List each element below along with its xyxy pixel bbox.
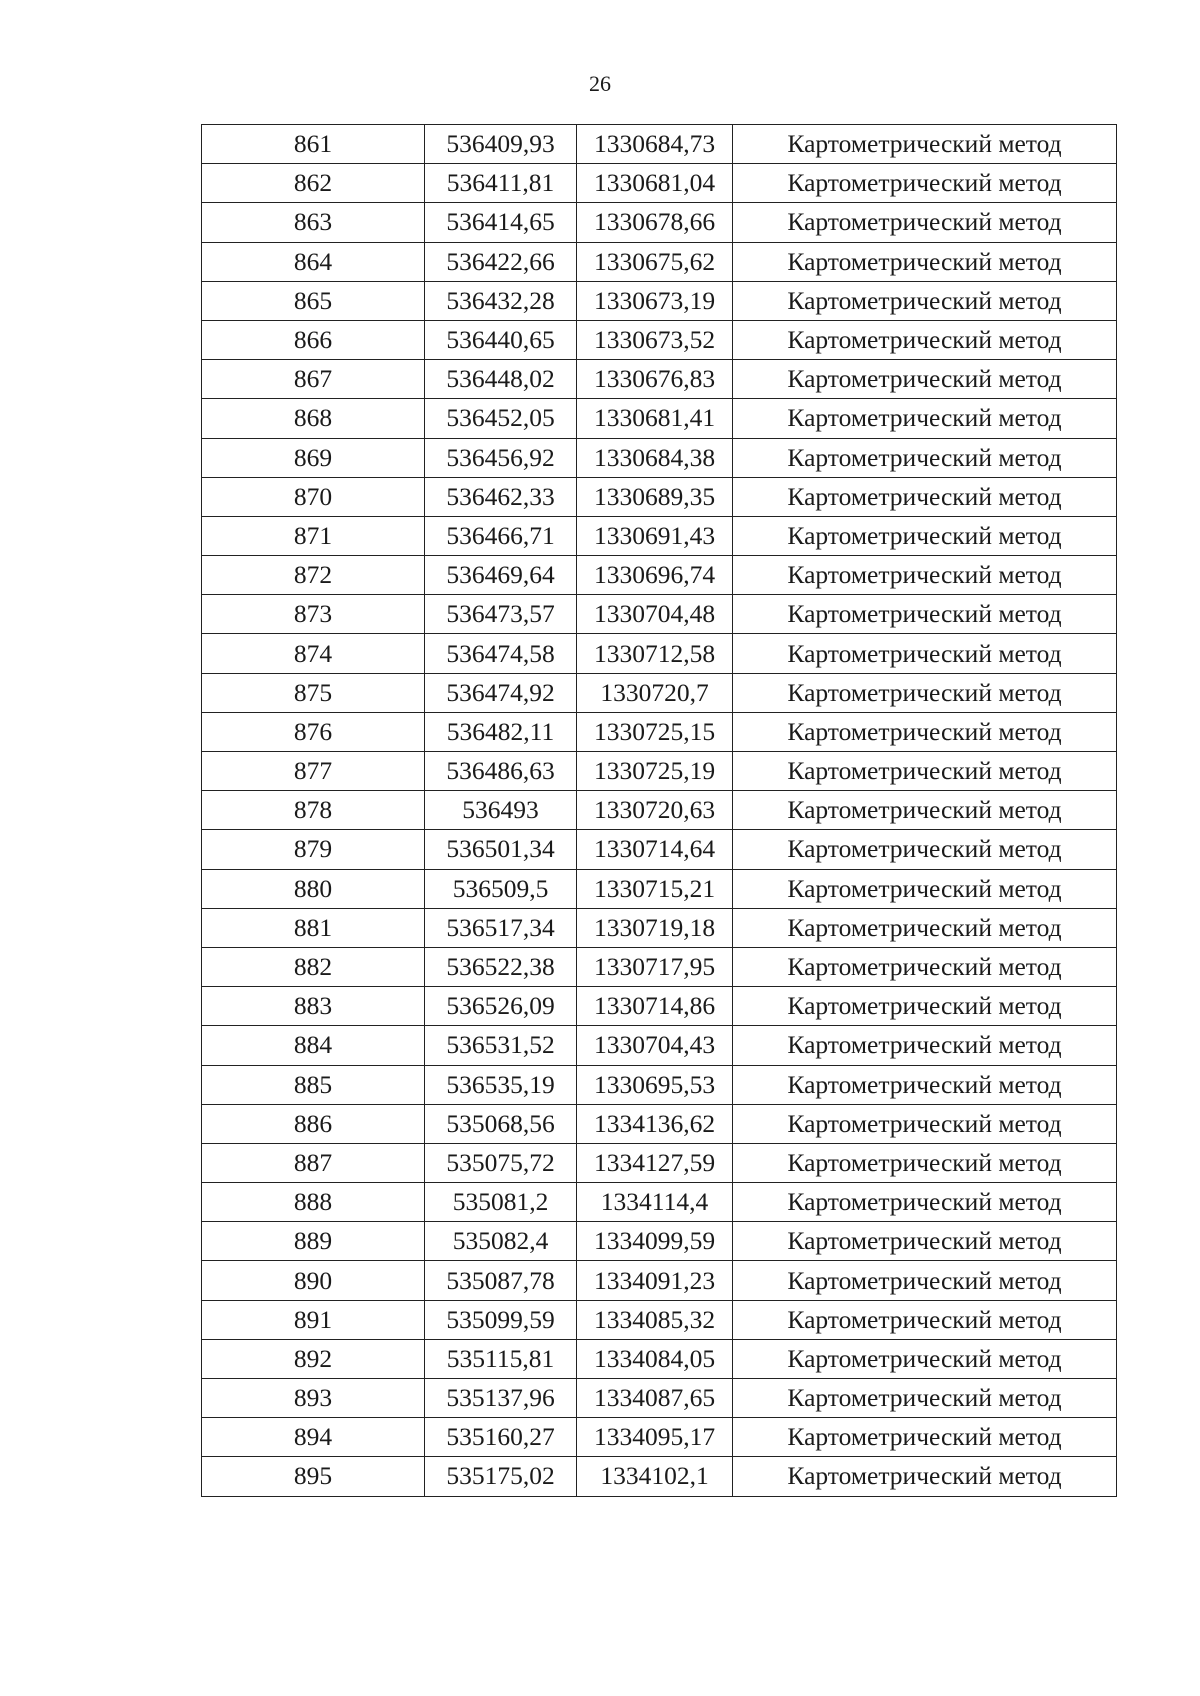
table-row (202, 1379, 1117, 1418)
table-row (202, 1418, 1117, 1457)
method-cell: Картометрический метод (733, 634, 1117, 673)
table-row (202, 1026, 1117, 1065)
table-row (202, 281, 1117, 320)
point-number-cell: 871 (202, 516, 425, 555)
method-cell: Картометрический метод (733, 1104, 1117, 1143)
table-row (202, 634, 1117, 673)
y-coordinate-cell: 1330684,73 (577, 125, 733, 164)
x-coordinate-cell: 536409,93 (425, 125, 577, 164)
point-number-cell: 880 (202, 869, 425, 908)
table-row (202, 1065, 1117, 1104)
x-coordinate-cell: 535068,56 (425, 1104, 577, 1143)
method-cell: Картометрический метод (733, 1457, 1117, 1496)
table-row (202, 320, 1117, 359)
point-number-cell: 881 (202, 908, 425, 947)
x-coordinate-cell: 536462,33 (425, 477, 577, 516)
point-number-cell: 882 (202, 947, 425, 986)
table-row (202, 752, 1117, 791)
method-cell: Картометрический метод (733, 673, 1117, 712)
table-row (202, 595, 1117, 634)
x-coordinate-cell: 535115,81 (425, 1339, 577, 1378)
table-row (202, 360, 1117, 399)
y-coordinate-cell: 1330696,74 (577, 556, 733, 595)
x-coordinate-cell: 536469,64 (425, 556, 577, 595)
method-cell: Картометрический метод (733, 438, 1117, 477)
table-row (202, 242, 1117, 281)
point-number-cell: 890 (202, 1261, 425, 1300)
method-cell: Картометрический метод (733, 477, 1117, 516)
point-number-cell: 875 (202, 673, 425, 712)
method-cell: Картометрический метод (733, 164, 1117, 203)
x-coordinate-cell: 535175,02 (425, 1457, 577, 1496)
point-number-cell: 867 (202, 360, 425, 399)
y-coordinate-cell: 1330725,15 (577, 712, 733, 751)
point-number-cell: 884 (202, 1026, 425, 1065)
x-coordinate-cell: 535099,59 (425, 1300, 577, 1339)
table-row (202, 947, 1117, 986)
method-cell: Картометрический метод (733, 203, 1117, 242)
x-coordinate-cell: 536526,09 (425, 987, 577, 1026)
point-number-cell: 879 (202, 830, 425, 869)
method-cell: Картометрический метод (733, 556, 1117, 595)
x-coordinate-cell: 536411,81 (425, 164, 577, 203)
y-coordinate-cell: 1334136,62 (577, 1104, 733, 1143)
table-row (202, 1457, 1117, 1496)
method-cell: Картометрический метод (733, 830, 1117, 869)
x-coordinate-cell: 536422,66 (425, 242, 577, 281)
table-row (202, 516, 1117, 555)
x-coordinate-cell: 536452,05 (425, 399, 577, 438)
point-number-cell: 868 (202, 399, 425, 438)
y-coordinate-cell: 1334091,23 (577, 1261, 733, 1300)
point-number-cell: 889 (202, 1222, 425, 1261)
y-coordinate-cell: 1334127,59 (577, 1143, 733, 1182)
method-cell: Картометрический метод (733, 1418, 1117, 1457)
point-number-cell: 877 (202, 752, 425, 791)
point-number-cell: 876 (202, 712, 425, 751)
x-coordinate-cell: 535081,2 (425, 1183, 577, 1222)
y-coordinate-cell: 1330691,43 (577, 516, 733, 555)
y-coordinate-cell: 1330717,95 (577, 947, 733, 986)
method-cell: Картометрический метод (733, 360, 1117, 399)
y-coordinate-cell: 1330675,62 (577, 242, 733, 281)
x-coordinate-cell: 536501,34 (425, 830, 577, 869)
y-coordinate-cell: 1334084,05 (577, 1339, 733, 1378)
method-cell: Картометрический метод (733, 1065, 1117, 1104)
table-row (202, 125, 1117, 164)
method-cell: Картометрический метод (733, 1143, 1117, 1182)
method-cell: Картометрический метод (733, 516, 1117, 555)
x-coordinate-cell: 535075,72 (425, 1143, 577, 1182)
method-cell: Картометрический метод (733, 1261, 1117, 1300)
method-cell: Картометрический метод (733, 125, 1117, 164)
y-coordinate-cell: 1330720,63 (577, 791, 733, 830)
table-row (202, 1261, 1117, 1300)
y-coordinate-cell: 1334102,1 (577, 1457, 733, 1496)
point-number-cell: 863 (202, 203, 425, 242)
x-coordinate-cell: 536509,5 (425, 869, 577, 908)
y-coordinate-cell: 1330681,41 (577, 399, 733, 438)
x-coordinate-cell: 536448,02 (425, 360, 577, 399)
y-coordinate-cell: 1330714,64 (577, 830, 733, 869)
table-row (202, 556, 1117, 595)
y-coordinate-cell: 1330681,04 (577, 164, 733, 203)
table-row (202, 1143, 1117, 1182)
point-number-cell: 885 (202, 1065, 425, 1104)
x-coordinate-cell: 536493 (425, 791, 577, 830)
point-number-cell: 869 (202, 438, 425, 477)
point-number-cell: 886 (202, 1104, 425, 1143)
y-coordinate-cell: 1334099,59 (577, 1222, 733, 1261)
method-cell: Картометрический метод (733, 1026, 1117, 1065)
x-coordinate-cell: 535137,96 (425, 1379, 577, 1418)
x-coordinate-cell: 535160,27 (425, 1418, 577, 1457)
method-cell: Картометрический метод (733, 869, 1117, 908)
x-coordinate-cell: 536517,34 (425, 908, 577, 947)
y-coordinate-cell: 1334114,4 (577, 1183, 733, 1222)
y-coordinate-cell: 1330678,66 (577, 203, 733, 242)
x-coordinate-cell: 536531,52 (425, 1026, 577, 1065)
method-cell: Картометрический метод (733, 908, 1117, 947)
x-coordinate-cell: 536473,57 (425, 595, 577, 634)
table-row (202, 1104, 1117, 1143)
method-cell: Картометрический метод (733, 242, 1117, 281)
x-coordinate-cell: 536474,92 (425, 673, 577, 712)
x-coordinate-cell: 535082,4 (425, 1222, 577, 1261)
y-coordinate-cell: 1330712,58 (577, 634, 733, 673)
table-row (202, 399, 1117, 438)
point-number-cell: 865 (202, 281, 425, 320)
point-number-cell: 891 (202, 1300, 425, 1339)
method-cell: Картометрический метод (733, 752, 1117, 791)
table-row (202, 1300, 1117, 1339)
x-coordinate-cell: 536432,28 (425, 281, 577, 320)
y-coordinate-cell: 1330714,86 (577, 987, 733, 1026)
point-number-cell: 892 (202, 1339, 425, 1378)
x-coordinate-cell: 536456,92 (425, 438, 577, 477)
y-coordinate-cell: 1334087,65 (577, 1379, 733, 1418)
method-cell: Картометрический метод (733, 1300, 1117, 1339)
point-number-cell: 873 (202, 595, 425, 634)
table-row (202, 869, 1117, 908)
table-row (202, 791, 1117, 830)
method-cell: Картометрический метод (733, 947, 1117, 986)
point-number-cell: 874 (202, 634, 425, 673)
x-coordinate-cell: 536486,63 (425, 752, 577, 791)
method-cell: Картометрический метод (733, 320, 1117, 359)
y-coordinate-cell: 1330719,18 (577, 908, 733, 947)
point-number-cell: 872 (202, 556, 425, 595)
point-number-cell: 893 (202, 1379, 425, 1418)
table-row (202, 203, 1117, 242)
table-row (202, 1183, 1117, 1222)
x-coordinate-cell: 535087,78 (425, 1261, 577, 1300)
point-number-cell: 864 (202, 242, 425, 281)
method-cell: Картометрический метод (733, 712, 1117, 751)
point-number-cell: 870 (202, 477, 425, 516)
y-coordinate-cell: 1330684,38 (577, 438, 733, 477)
x-coordinate-cell: 536535,19 (425, 1065, 577, 1104)
y-coordinate-cell: 1330695,53 (577, 1065, 733, 1104)
y-coordinate-cell: 1334085,32 (577, 1300, 733, 1339)
table-row (202, 477, 1117, 516)
method-cell: Картометрический метод (733, 1222, 1117, 1261)
y-coordinate-cell: 1330704,43 (577, 1026, 733, 1065)
y-coordinate-cell: 1334095,17 (577, 1418, 733, 1457)
table-row (202, 673, 1117, 712)
y-coordinate-cell: 1330715,21 (577, 869, 733, 908)
method-cell: Картометрический метод (733, 791, 1117, 830)
point-number-cell: 888 (202, 1183, 425, 1222)
table-row (202, 987, 1117, 1026)
x-coordinate-cell: 536440,65 (425, 320, 577, 359)
table-row (202, 908, 1117, 947)
x-coordinate-cell: 536522,38 (425, 947, 577, 986)
method-cell: Картометрический метод (733, 1339, 1117, 1378)
method-cell: Картометрический метод (733, 595, 1117, 634)
y-coordinate-cell: 1330676,83 (577, 360, 733, 399)
point-number-cell: 887 (202, 1143, 425, 1182)
method-cell: Картометрический метод (733, 399, 1117, 438)
y-coordinate-cell: 1330673,19 (577, 281, 733, 320)
table-row (202, 164, 1117, 203)
coordinates-table (201, 124, 1117, 1497)
method-cell: Картометрический метод (733, 987, 1117, 1026)
method-cell: Картометрический метод (733, 1183, 1117, 1222)
table-row (202, 438, 1117, 477)
point-number-cell: 861 (202, 125, 425, 164)
point-number-cell: 866 (202, 320, 425, 359)
table-row (202, 712, 1117, 751)
table-row (202, 1222, 1117, 1261)
x-coordinate-cell: 536474,58 (425, 634, 577, 673)
y-coordinate-cell: 1330673,52 (577, 320, 733, 359)
y-coordinate-cell: 1330704,48 (577, 595, 733, 634)
table-row (202, 1339, 1117, 1378)
method-cell: Картометрический метод (733, 281, 1117, 320)
point-number-cell: 883 (202, 987, 425, 1026)
x-coordinate-cell: 536482,11 (425, 712, 577, 751)
table-row (202, 830, 1117, 869)
point-number-cell: 894 (202, 1418, 425, 1457)
x-coordinate-cell: 536414,65 (425, 203, 577, 242)
point-number-cell: 878 (202, 791, 425, 830)
coordinates-table-body (202, 125, 1117, 1497)
point-number-cell: 862 (202, 164, 425, 203)
method-cell: Картометрический метод (733, 1379, 1117, 1418)
y-coordinate-cell: 1330725,19 (577, 752, 733, 791)
point-number-cell: 895 (202, 1457, 425, 1496)
y-coordinate-cell: 1330689,35 (577, 477, 733, 516)
y-coordinate-cell: 1330720,7 (577, 673, 733, 712)
x-coordinate-cell: 536466,71 (425, 516, 577, 555)
page-number: 26 (589, 71, 611, 96)
